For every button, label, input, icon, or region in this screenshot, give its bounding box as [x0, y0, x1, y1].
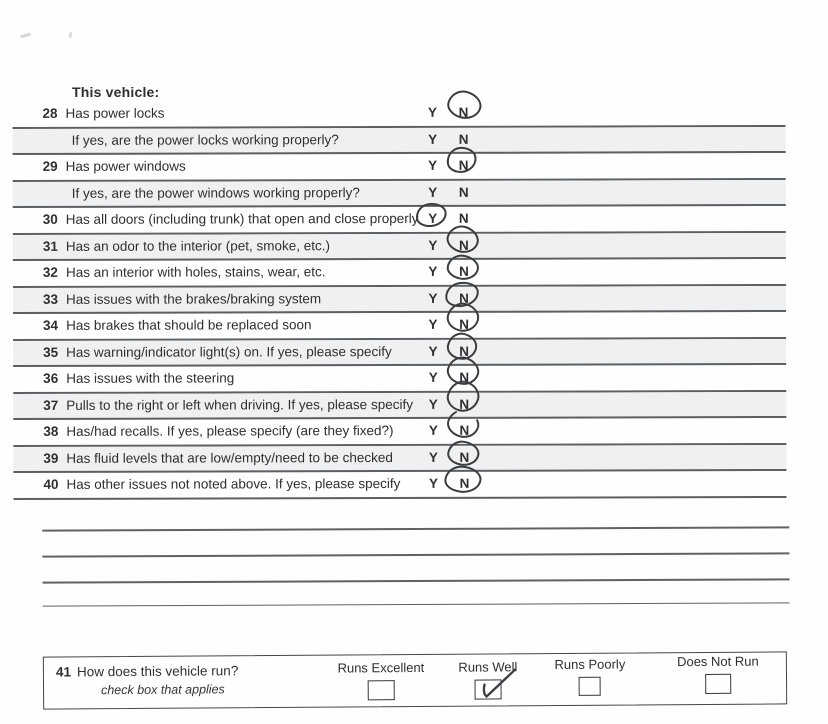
checklist-table — [12, 100, 786, 500]
row-label: Pulls to the right or left when driving. If yes, please specify — [66, 396, 413, 413]
question-text: How does this vehicle run? — [76, 663, 239, 680]
option-no — [453, 154, 475, 178]
run-option-label: Runs Poorly — [554, 656, 626, 673]
row-label: Has power windows — [65, 158, 186, 174]
yes-letter: Y — [427, 104, 438, 120]
yes-letter: Y — [428, 422, 438, 438]
row-number: 39 — [43, 450, 59, 466]
checklist-row — [13, 259, 786, 288]
row-number: 38 — [43, 423, 59, 439]
yes-letter: Y — [428, 290, 438, 306]
no-letter: N — [458, 104, 469, 120]
option-yes — [422, 339, 444, 363]
run-option-label: Does Not Run — [676, 653, 759, 670]
yes-letter: Y — [428, 237, 438, 253]
yes-letter: Y — [428, 369, 438, 385]
run-option-label: Runs Well — [458, 659, 518, 675]
row-label: If yes, are the power locks working properly? — [71, 131, 339, 148]
row-number: 32 — [42, 264, 58, 280]
yes-letter: Y — [428, 184, 438, 200]
yes-letter: Y — [428, 316, 438, 332]
checkbox — [474, 679, 501, 699]
section-header: This vehicle: — [72, 84, 160, 100]
yes-letter: Y — [428, 396, 438, 412]
yes-letter: Y — [428, 263, 438, 279]
checklist-row — [13, 471, 786, 500]
option-no — [453, 207, 475, 231]
notes-lines — [0, 0, 828, 2]
question-note: check box that applies — [101, 682, 225, 698]
option-no — [453, 445, 475, 469]
option-no — [453, 419, 475, 443]
checklist-row — [13, 338, 786, 367]
checklist-row — [13, 365, 786, 394]
run-option — [337, 660, 424, 701]
question-number: 41 — [55, 664, 72, 680]
row-number: 34 — [43, 317, 59, 333]
checklist-row — [13, 126, 786, 155]
option-no — [453, 392, 475, 416]
row-number: 33 — [42, 291, 59, 307]
no-letter: N — [459, 316, 469, 332]
row-label: Has all doors (including trunk) that open and close properly — [65, 210, 419, 227]
checkbox — [579, 677, 601, 696]
checklist-row — [13, 206, 786, 235]
row-label: Has an interior with holes, stains, wear, etc. — [65, 264, 326, 280]
blank-writing-line — [42, 552, 789, 557]
no-letter: N — [459, 396, 470, 412]
no-letter: N — [458, 184, 469, 200]
blank-writing-line — [43, 602, 790, 606]
run-option-label: Runs Excellent — [337, 659, 425, 676]
checkbox — [705, 674, 731, 694]
option-yes — [422, 366, 444, 390]
scan-artifact — [20, 33, 31, 39]
option-yes — [422, 286, 444, 310]
pen-check-mark — [471, 660, 519, 704]
option-no — [453, 233, 475, 257]
yes-letter: Y — [428, 210, 438, 226]
checklist-row — [13, 232, 786, 261]
option-yes — [422, 419, 444, 443]
row-label: Has brakes that should be replaced soon — [66, 317, 312, 333]
yes-letter: Y — [428, 475, 439, 491]
option-yes — [422, 154, 444, 178]
option-no — [453, 472, 475, 496]
checklist-row — [13, 418, 786, 447]
row-label: Has/had recalls. If yes, please specify (are they fixed?) — [66, 423, 394, 439]
option-yes — [422, 260, 444, 284]
row-label: Has other issues not noted above. If yes, please specify — [66, 475, 401, 492]
no-letter: N — [459, 343, 470, 359]
blank-writing-line — [43, 578, 790, 583]
option-no — [453, 260, 475, 284]
yes-letter: Y — [428, 131, 438, 147]
option-no — [453, 127, 475, 151]
no-letter: N — [459, 290, 469, 306]
no-letter: N — [458, 131, 469, 147]
row-number: 30 — [42, 211, 58, 227]
option-yes — [422, 472, 444, 496]
yes-letter: Y — [428, 449, 438, 465]
row-number: 37 — [43, 397, 59, 413]
option-yes — [422, 180, 444, 204]
row-label: Has warning/indicator light(s) on. If yes, please specify — [66, 343, 392, 360]
no-letter: N — [459, 475, 470, 491]
option-no — [453, 339, 475, 363]
row-number: 40 — [43, 476, 59, 492]
option-yes — [422, 392, 444, 416]
option-yes — [422, 445, 444, 469]
run-option — [458, 659, 517, 699]
option-yes — [422, 233, 444, 257]
row-number: 31 — [42, 238, 58, 254]
yes-letter: Y — [428, 343, 438, 359]
no-letter: N — [459, 422, 470, 438]
checkbox — [367, 680, 394, 700]
option-yes — [422, 127, 444, 151]
option-yes — [422, 313, 444, 337]
row-number: 36 — [43, 370, 59, 386]
no-letter: N — [459, 449, 470, 465]
row-number: 35 — [43, 344, 59, 360]
row-label: Has an odor to the interior (pet, smoke, etc.) — [65, 237, 331, 254]
row-label: If yes, are the power windows working properly? — [71, 184, 360, 201]
checklist-row — [13, 179, 786, 208]
option-no — [452, 101, 474, 125]
row-number: 29 — [42, 158, 58, 174]
blank-writing-line — [42, 526, 789, 531]
no-letter: N — [458, 157, 469, 173]
option-yes — [421, 101, 443, 125]
row-label: Has issues with the steering — [66, 370, 235, 386]
option-no — [453, 366, 475, 390]
checklist-row — [13, 444, 786, 473]
no-letter: N — [458, 210, 469, 226]
checklist-row — [13, 153, 786, 182]
question-41-box — [43, 651, 787, 709]
checklist-row — [13, 391, 786, 420]
no-letter: N — [458, 237, 469, 253]
option-no — [453, 180, 475, 204]
run-option — [554, 657, 625, 696]
no-letter: N — [459, 369, 470, 385]
checklist-row — [13, 285, 786, 314]
row-number: 28 — [42, 105, 58, 121]
no-letter: N — [459, 263, 469, 279]
option-no — [453, 313, 475, 337]
run-option — [677, 654, 759, 695]
checklist-row — [13, 312, 786, 341]
scan-artifact — [69, 32, 73, 38]
yes-letter: Y — [428, 157, 438, 173]
checklist-row — [12, 100, 785, 129]
row-label: Has power locks — [65, 105, 165, 121]
option-yes — [422, 207, 444, 231]
row-label: Has fluid levels that are low/empty/need to be checked — [66, 449, 393, 466]
question-41 — [56, 663, 239, 697]
row-label: Has issues with the brakes/braking system — [65, 290, 322, 307]
option-no — [453, 286, 475, 310]
